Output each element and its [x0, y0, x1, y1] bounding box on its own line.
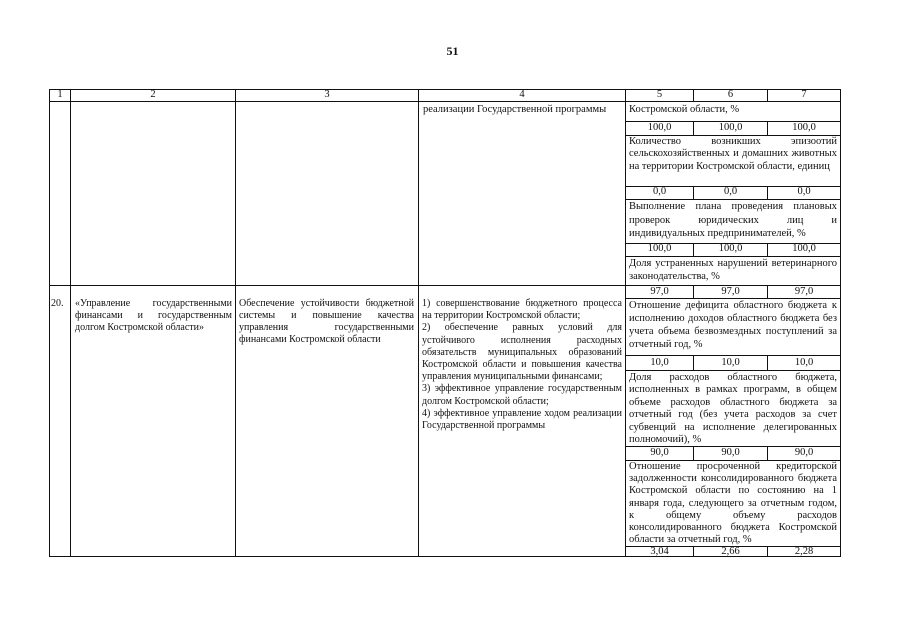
- header-col-6: 6: [727, 89, 734, 100]
- indicator-value: 100,0: [718, 243, 743, 254]
- indicator-name: Костромской области, %: [629, 104, 740, 115]
- header-col-4: 4: [519, 89, 525, 100]
- indicator-value: 10,0: [650, 357, 669, 368]
- task-item: 3) эффективное управление государственным долгом Костромской области;: [422, 383, 622, 407]
- header-col-1: 1: [57, 89, 63, 100]
- page-number: 51: [446, 44, 459, 58]
- indicator-value: 90,0: [794, 447, 814, 458]
- indicator-value: 100,0: [792, 243, 816, 254]
- indicator-value: 0,0: [723, 186, 738, 197]
- indicator-name: Доля расходов областного бюджета, исполненных в рамках программ, в общем объеме расходов областного бюджета за отчетный год (без учета расходов за счет субвенций на исполнение делегированных полномочий), %: [629, 372, 837, 446]
- header-col-5: 5: [656, 89, 663, 100]
- task-item: 1) совершенствование бюджетного процесса на территории Костромской области;: [422, 298, 622, 322]
- indicator-value: 2,28: [794, 546, 814, 557]
- indicator-value: 97,0: [650, 286, 669, 297]
- header-col-7: 7: [801, 89, 807, 100]
- header-col-3: 3: [324, 89, 330, 100]
- indicator-value: 0,0: [652, 186, 667, 197]
- indicator-value: 100,0: [647, 122, 672, 133]
- indicator-value: 100,0: [792, 122, 816, 133]
- indicator-name: Количество возникших эпизоотий сельскохозяйственных и домашних животных на территории Костромской области, единиц: [629, 136, 837, 172]
- program-tasks: [422, 298, 622, 432]
- indicator-value: 97,0: [721, 286, 740, 297]
- indicator-name: Отношение дефицита областного бюджета к исполнению доходов областного бюджета без учета объема безвозмездных поступлений за отчетный год, %: [629, 300, 837, 350]
- indicator-value: 90,0: [650, 447, 669, 458]
- indicator-value: 90,0: [721, 447, 740, 458]
- indicator-name: Выполнение плана проведения плановых проверок юридических лиц и индивидуальных предпринимателей, %: [629, 201, 837, 240]
- indicator-value: 10,0: [794, 357, 814, 368]
- indicator-value: 0,0: [797, 186, 811, 197]
- indicator-value: 2,66: [721, 546, 740, 557]
- indicator-name: Отношение просроченной кредиторской задолженности консолидированного бюджета Костромской области по состоянию на 1 января года, следующего за отчетным годом, к общему объему расходов консолидированного бюджета Костромской области за отчетный год, %: [629, 461, 837, 546]
- program-name: «Управление государственными финансами и государственным долгом Костромской области»: [75, 298, 232, 333]
- task-item: 2) обеспечение равных условий для устойчивого исполнения расходных обязательств муниципальных образований Костромской области и повышения качества управления муниципальными финансами;: [422, 322, 622, 383]
- indicator-name: Доля устраненных нарушений ветеринарного законодательства, %: [629, 258, 837, 283]
- row-number: 20.: [51, 298, 64, 309]
- program-goal: Обеспечение устойчивости бюджетной системы и повышение качества управления государственными финансами Костромской области: [239, 298, 414, 345]
- indicator-value: 10,0: [721, 357, 740, 368]
- task-item: 4) эффективное управление ходом реализации Государственной программы: [422, 407, 622, 432]
- indicator-value: 3,04: [650, 546, 669, 557]
- header-col-2: 2: [150, 89, 156, 100]
- indicator-value: 100,0: [718, 122, 743, 133]
- indicator-value: 97,0: [794, 286, 814, 297]
- continuation-task-text: реализации Государственной программы: [423, 104, 607, 115]
- indicator-value: 100,0: [647, 243, 672, 254]
